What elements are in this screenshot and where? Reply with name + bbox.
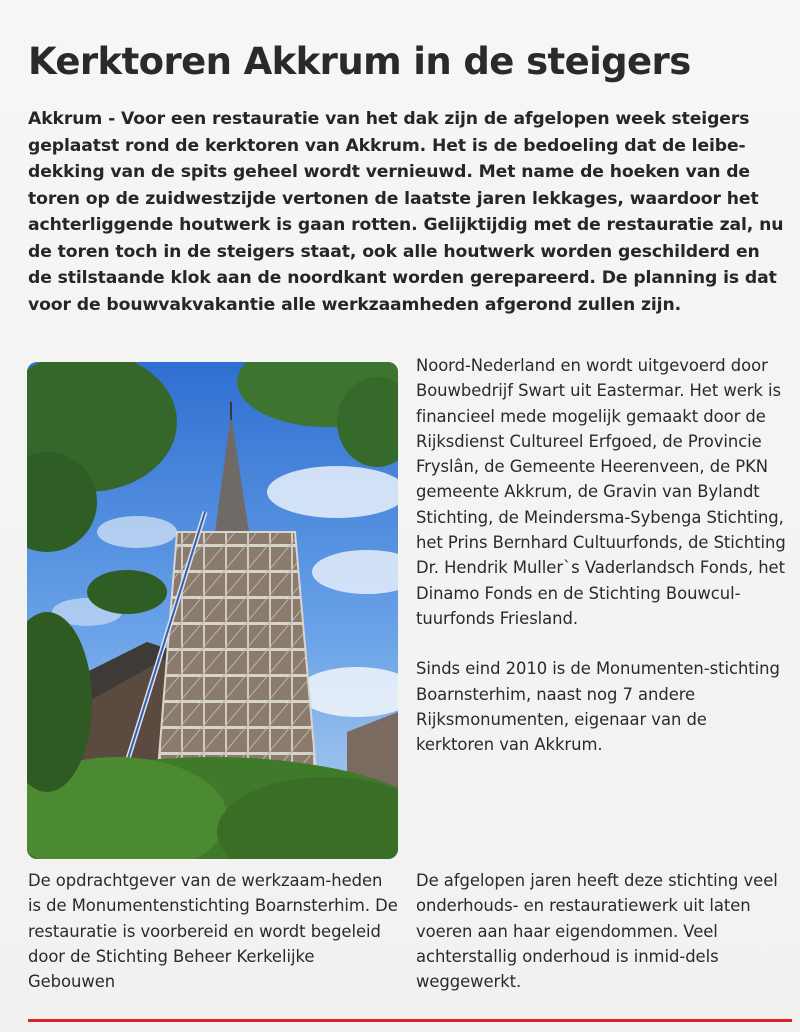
right-bottom-column [416,868,786,994]
left-bottom-column [28,868,398,994]
right-paragraph-owner: Sinds eind 2010 is de Monumenten-stichting Boarnsterhim, naast nog 7 andere Rijksmonumenten, eigenaar van de kerktoren van Akkrum. [416,659,780,755]
church-tower-scaffolding-icon [27,362,398,859]
left-bottom-paragraph: De opdrachtgever van de werkzaam-heden is de Monumentenstichting Boarnsterhim. De restauratie is voorbereid en wordt begeleid door de Stichting Beheer Kerkelijke Gebouwen [28,871,398,992]
article-intro: Akkrum - Voor een restauratie van het dak zijn de afgelopen week steigers geplaatst rond de kerktoren van Akkrum. Het is de bedoeling dat de leibe-dekking van de spits geheel wordt vernieuwd. Met name de hoeken van de toren op de zuidwestzijde vertonen de laatste jaren lekkages, waardoor het achterliggende houtwerk is gaan rotten. Gelijktijdig met de restauratie zal, nu de toren toch in de steigers staat, ook alle houtwerk worden geschilderd en de stilstaande klok aan de noordkant worden gerepareerd. De planning is dat voor de bouwvakvakantie alle werkzaamheden afgerond zullen zijn. [28,109,784,315]
footer-red-rule [28,1019,792,1022]
church-tower-photo [27,362,398,859]
article-headline: Kerktoren Akkrum in de steigers [28,40,691,83]
right-paragraph-sponsors: Noord-Nederland en wordt uitgevoerd door Bouwbedrijf Swart uit Eastermar. Het werk is financieel mede mogelijk gemaakt door de Rijksdienst Cultureel Erfgoed, de Provincie Fryslân, de Gemeente Heerenveen, de PKN gemeente Akkrum, de Gravin van Bylandt Stichting, de Meindersma-Sybenga Stichting, het Prins Bernhard Cultuurfonds, de Stichting Dr. Hendrik Muller`s Vaderlandsch Fonds, het Dinamo Fonds en de Stichting Bouwcul-tuurfonds Friesland. [416,356,786,628]
right-bottom-paragraph: De afgelopen jaren heeft deze stichting veel onderhouds- en restauratiewerk uit laten voeren aan haar eigendommen. Veel achterstallig onderhoud is inmid-dels weggewerkt. [416,871,778,992]
right-column [416,353,786,757]
